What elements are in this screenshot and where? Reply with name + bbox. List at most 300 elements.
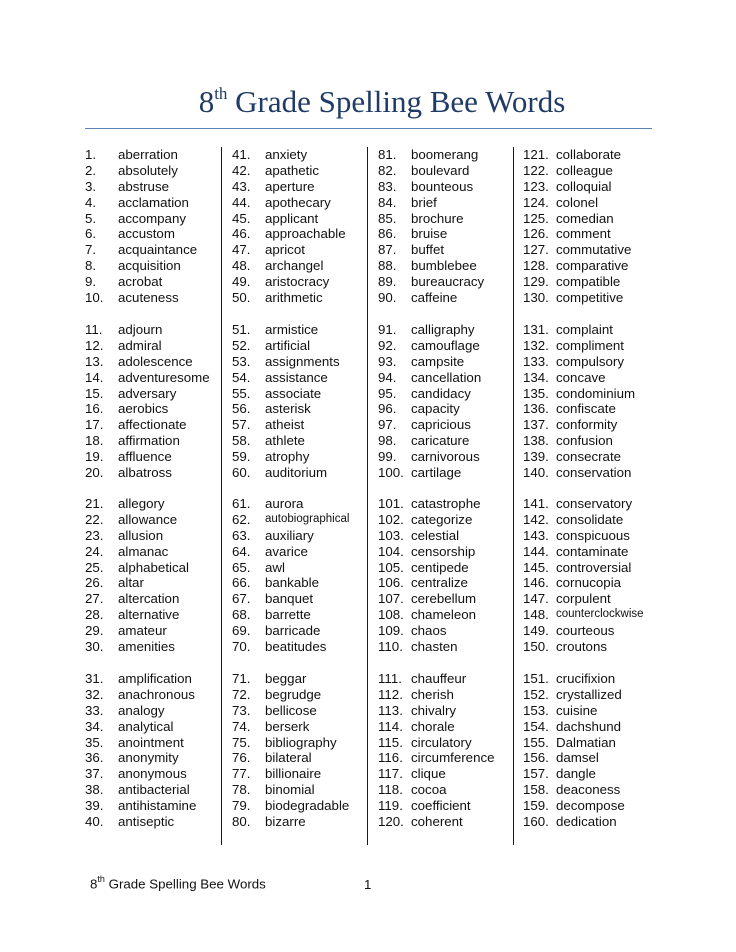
word-list-item — [514, 179, 659, 195]
word-list-item — [514, 528, 659, 544]
word-list-item — [85, 735, 221, 751]
word-text: confiscate — [556, 401, 616, 417]
word-list-item — [368, 575, 513, 591]
word-number: 103. — [378, 527, 404, 543]
word-number: 61. — [232, 496, 251, 511]
word-number: 24. — [85, 543, 104, 559]
word-list-item — [514, 322, 659, 338]
word-text: apathetic — [265, 162, 319, 178]
word-text: consecrate — [556, 449, 622, 465]
word-number: 85. — [378, 210, 397, 226]
word-text: cocoa — [411, 782, 447, 798]
word-text: amateur — [118, 623, 167, 639]
word-text: accustom — [118, 226, 175, 242]
word-number: 34. — [85, 718, 104, 734]
word-text: chasten — [411, 639, 458, 655]
word-text: corpulent — [556, 591, 611, 607]
word-list-item — [514, 433, 659, 449]
word-number: 50. — [232, 290, 251, 306]
word-list-item — [85, 179, 221, 195]
word-list-item — [368, 354, 513, 370]
word-number: 108. — [378, 607, 404, 623]
word-number: 159. — [523, 798, 549, 814]
word-number: 81. — [378, 147, 397, 162]
word-number: 97. — [378, 417, 397, 433]
word-list-item — [514, 798, 659, 814]
word-list-item — [368, 719, 513, 735]
word-number: 122. — [523, 162, 549, 178]
word-list-item — [222, 766, 367, 782]
word-list-item — [85, 401, 221, 417]
word-text: chaos — [411, 623, 447, 639]
word-group — [368, 671, 513, 830]
word-text: atrophy — [265, 449, 310, 465]
word-list-item — [222, 735, 367, 751]
word-list-item — [85, 544, 221, 560]
word-text: archangel — [265, 258, 324, 274]
word-number: 92. — [378, 337, 397, 353]
word-number: 52. — [232, 337, 251, 353]
word-list-item — [222, 719, 367, 735]
word-list-item — [368, 370, 513, 386]
word-number: 86. — [378, 226, 397, 242]
word-number: 13. — [85, 353, 104, 369]
word-list-item — [514, 766, 659, 782]
word-text: assistance — [265, 369, 328, 385]
word-list-item — [514, 639, 659, 655]
word-text: censorship — [411, 543, 476, 559]
word-list-item — [368, 290, 513, 306]
word-list-item — [514, 449, 659, 465]
word-list-item — [222, 322, 367, 338]
word-number: 89. — [378, 274, 397, 290]
word-list-item — [514, 607, 659, 623]
word-list-item — [368, 814, 513, 830]
word-text: analogy — [118, 702, 165, 718]
word-number: 98. — [378, 433, 397, 449]
word-number: 23. — [85, 527, 104, 543]
word-text: bureaucracy — [411, 274, 485, 290]
word-list-item — [85, 607, 221, 623]
word-list-item — [368, 433, 513, 449]
word-number: 95. — [378, 385, 397, 401]
word-text: damsel — [556, 750, 599, 766]
word-list-item — [222, 226, 367, 242]
word-text: cornucopia — [556, 575, 622, 591]
word-list-item — [85, 290, 221, 306]
word-text: competitive — [556, 290, 624, 306]
word-number: 47. — [232, 242, 251, 258]
word-list-item — [222, 211, 367, 227]
word-number: 67. — [232, 591, 251, 607]
word-number: 125. — [523, 210, 549, 226]
word-number: 160. — [523, 814, 549, 830]
word-text: croutons — [556, 639, 607, 655]
word-list-item — [222, 179, 367, 195]
word-text: amplification — [118, 671, 192, 686]
word-number: 64. — [232, 543, 251, 559]
word-text: confusion — [556, 433, 613, 449]
word-number: 87. — [378, 242, 397, 258]
word-number: 154. — [523, 718, 549, 734]
word-text: anonymous — [118, 766, 187, 782]
word-list-item — [368, 528, 513, 544]
word-list-item — [514, 163, 659, 179]
word-number: 158. — [523, 782, 549, 798]
word-text: conspicuous — [556, 527, 630, 543]
word-text: aperture — [265, 178, 315, 194]
word-group — [222, 671, 367, 830]
word-list-item — [514, 782, 659, 798]
word-text: adjourn — [118, 322, 163, 337]
word-group — [514, 671, 659, 830]
word-number: 15. — [85, 385, 104, 401]
word-text: beatitudes — [265, 639, 327, 655]
word-number: 93. — [378, 353, 397, 369]
word-list-item — [514, 703, 659, 719]
word-text: cerebellum — [411, 591, 477, 607]
word-text: dachshund — [556, 718, 622, 734]
word-text: coherent — [411, 814, 463, 830]
word-number: 99. — [378, 449, 397, 465]
word-text: aerobics — [118, 401, 169, 417]
word-list-item — [85, 370, 221, 386]
word-text: absolutely — [118, 162, 178, 178]
word-text: comedian — [556, 210, 614, 226]
word-number: 110. — [378, 639, 403, 655]
word-text: catastrophe — [411, 496, 481, 511]
word-number: 57. — [232, 417, 251, 433]
word-number: 8. — [85, 258, 97, 274]
word-list-item — [514, 226, 659, 242]
word-number: 115. — [378, 734, 403, 750]
word-text: anxiety — [265, 147, 308, 162]
word-text: cuisine — [556, 702, 598, 718]
word-number: 102. — [378, 511, 404, 527]
word-list-item — [368, 449, 513, 465]
word-number: 66. — [232, 575, 251, 591]
word-text: aristocracy — [265, 274, 330, 290]
word-text: conservatory — [556, 496, 633, 511]
word-text: circulatory — [411, 734, 472, 750]
word-group — [514, 147, 659, 306]
word-text: celestial — [411, 527, 460, 543]
word-text: auxiliary — [265, 527, 314, 543]
word-list-item — [222, 401, 367, 417]
word-number: 94. — [378, 369, 397, 385]
word-list-item — [222, 575, 367, 591]
word-number: 1. — [85, 147, 97, 162]
word-text: autobiographical — [265, 512, 350, 525]
word-number: 41. — [232, 147, 251, 162]
word-list-item — [368, 226, 513, 242]
word-number: 79. — [232, 798, 251, 814]
word-text: atheist — [265, 417, 305, 433]
word-number: 71. — [232, 671, 251, 686]
word-list-item — [514, 242, 659, 258]
word-number: 104. — [378, 543, 404, 559]
word-number: 109. — [378, 623, 404, 639]
word-list-item — [85, 465, 221, 481]
word-list-item — [222, 147, 367, 163]
word-list-item — [222, 607, 367, 623]
word-text: brochure — [411, 210, 464, 226]
word-list-item — [222, 258, 367, 274]
word-text: allowance — [118, 511, 178, 527]
word-list-item — [222, 528, 367, 544]
word-list-item — [368, 607, 513, 623]
word-number: 90. — [378, 290, 397, 306]
word-number: 16. — [85, 401, 104, 417]
word-number: 54. — [232, 369, 251, 385]
word-number: 36. — [85, 750, 104, 766]
word-list-item — [514, 591, 659, 607]
word-number: 130. — [523, 290, 549, 306]
word-list-item — [85, 274, 221, 290]
word-text: chauffeur — [411, 671, 467, 686]
word-text: billionaire — [265, 766, 322, 782]
word-number: 149. — [523, 623, 549, 639]
word-text: centipede — [411, 559, 469, 575]
word-list-item — [85, 386, 221, 402]
word-list-item — [368, 211, 513, 227]
word-list-item — [85, 195, 221, 211]
word-list-item — [368, 465, 513, 481]
word-text: altar — [118, 575, 144, 591]
word-list-item — [368, 242, 513, 258]
word-text: acrobat — [118, 274, 163, 290]
word-group — [514, 322, 659, 481]
word-text: capacity — [411, 401, 460, 417]
word-number: 113. — [378, 702, 403, 718]
word-list-item — [222, 687, 367, 703]
word-number: 117. — [378, 766, 403, 782]
word-number: 114. — [378, 718, 403, 734]
word-number: 4. — [85, 194, 97, 210]
word-text: contaminate — [556, 543, 629, 559]
word-number: 10. — [85, 290, 104, 306]
word-number: 22. — [85, 511, 104, 527]
word-number: 42. — [232, 162, 251, 178]
word-list-item — [222, 623, 367, 639]
word-text: acclamation — [118, 194, 189, 210]
word-list-item — [514, 195, 659, 211]
word-number: 78. — [232, 782, 251, 798]
word-text: aurora — [265, 496, 304, 511]
word-number: 132. — [523, 337, 549, 353]
word-list-item — [514, 338, 659, 354]
word-text: comparative — [556, 258, 629, 274]
word-list-item — [514, 386, 659, 402]
word-text: affectionate — [118, 417, 187, 433]
word-text: chorale — [411, 718, 455, 734]
word-list-item — [368, 544, 513, 560]
word-list-item — [85, 703, 221, 719]
word-text: barrette — [265, 607, 311, 623]
word-list-item — [85, 639, 221, 655]
word-number: 145. — [523, 559, 549, 575]
word-list-item — [222, 465, 367, 481]
word-list-item — [368, 782, 513, 798]
word-list-item — [85, 163, 221, 179]
word-text: boulevard — [411, 162, 470, 178]
word-list-item — [368, 163, 513, 179]
word-list-item — [368, 591, 513, 607]
word-list-item — [222, 195, 367, 211]
word-text: circumference — [411, 750, 495, 766]
word-text: bumblebee — [411, 258, 477, 274]
word-number: 156. — [523, 750, 549, 766]
word-list-item — [85, 814, 221, 830]
word-text: decompose — [556, 798, 625, 814]
word-number: 44. — [232, 194, 251, 210]
word-number: 75. — [232, 734, 251, 750]
word-number: 55. — [232, 385, 251, 401]
word-number: 105. — [378, 559, 404, 575]
word-list-item — [514, 544, 659, 560]
word-list-item — [85, 560, 221, 576]
word-list-item — [85, 226, 221, 242]
word-list-item — [222, 290, 367, 306]
word-text: caffeine — [411, 290, 458, 306]
word-number: 17. — [85, 417, 104, 433]
word-group — [368, 496, 513, 655]
word-list-item — [222, 639, 367, 655]
word-list-item — [85, 242, 221, 258]
word-number: 40. — [85, 814, 104, 830]
word-number: 63. — [232, 527, 251, 543]
word-text: complaint — [556, 322, 613, 337]
word-number: 147. — [523, 591, 549, 607]
word-list-item — [85, 528, 221, 544]
word-list-item — [514, 671, 659, 687]
word-number: 80. — [232, 814, 251, 830]
word-number: 131. — [523, 322, 549, 337]
word-number: 152. — [523, 686, 549, 702]
word-number: 101. — [378, 496, 404, 511]
word-text: colleague — [556, 162, 613, 178]
word-list-item — [514, 465, 659, 481]
word-group — [85, 322, 221, 481]
word-list-item — [222, 782, 367, 798]
word-list-item — [222, 703, 367, 719]
word-list-item — [368, 386, 513, 402]
word-text: courteous — [556, 623, 615, 639]
word-list-item — [222, 449, 367, 465]
word-list-item — [85, 449, 221, 465]
word-text: coefficient — [411, 798, 471, 814]
word-list-item — [222, 338, 367, 354]
word-list-item — [368, 703, 513, 719]
word-list-item — [222, 512, 367, 528]
word-list-item — [514, 290, 659, 306]
word-text: aberration — [118, 147, 178, 162]
word-text: barricade — [265, 623, 321, 639]
word-column-3 — [368, 147, 514, 845]
word-text: compliment — [556, 337, 624, 353]
word-text: auditorium — [265, 465, 328, 481]
word-number: 3. — [85, 178, 97, 194]
word-text: camouflage — [411, 337, 480, 353]
word-list-item — [222, 370, 367, 386]
word-list-item — [222, 798, 367, 814]
word-list-item — [514, 417, 659, 433]
word-text: cartilage — [411, 465, 462, 481]
word-text: brief — [411, 194, 437, 210]
word-number: 58. — [232, 433, 251, 449]
word-list-item — [85, 147, 221, 163]
word-text: carnivorous — [411, 449, 480, 465]
word-text: amenities — [118, 639, 175, 655]
word-text: anachronous — [118, 686, 195, 702]
word-text: concave — [556, 369, 606, 385]
word-list-item — [368, 623, 513, 639]
word-text: acquaintance — [118, 242, 198, 258]
word-list-item — [85, 719, 221, 735]
word-text: apricot — [265, 242, 305, 258]
word-text: categorize — [411, 511, 473, 527]
word-group — [85, 147, 221, 306]
word-text: candidacy — [411, 385, 471, 401]
word-list-item — [514, 274, 659, 290]
word-number: 119. — [378, 798, 403, 814]
word-text: assignments — [265, 353, 340, 369]
word-list-item — [368, 639, 513, 655]
word-text: cancellation — [411, 369, 482, 385]
word-text: buffet — [411, 242, 445, 258]
word-text: colonel — [556, 194, 599, 210]
word-number: 136. — [523, 401, 549, 417]
word-text: consolidate — [556, 511, 624, 527]
word-list-item — [368, 274, 513, 290]
word-number: 141. — [523, 496, 549, 511]
word-text: allegory — [118, 496, 165, 511]
word-text: admiral — [118, 337, 162, 353]
word-number: 157. — [523, 766, 549, 782]
word-group — [368, 322, 513, 481]
word-text: calligraphy — [411, 322, 475, 337]
word-list-item — [368, 766, 513, 782]
word-text: caricature — [411, 433, 470, 449]
word-text: accompany — [118, 210, 186, 226]
word-list-item — [222, 496, 367, 512]
word-column-2 — [222, 147, 368, 845]
word-list-item — [368, 735, 513, 751]
word-group — [514, 496, 659, 655]
word-list-item — [514, 560, 659, 576]
word-number: 25. — [85, 559, 104, 575]
word-text: condominium — [556, 385, 636, 401]
word-list-item — [514, 750, 659, 766]
word-text: centralize — [411, 575, 468, 591]
word-text: chivalry — [411, 702, 457, 718]
word-list-item — [514, 354, 659, 370]
word-text: anointment — [118, 734, 184, 750]
word-number: 26. — [85, 575, 104, 591]
word-group — [222, 496, 367, 655]
word-list-item — [85, 433, 221, 449]
word-text: dangle — [556, 766, 596, 782]
word-list-item — [85, 798, 221, 814]
word-number: 148. — [523, 607, 549, 623]
word-text: alternative — [118, 607, 180, 623]
word-text: deaconess — [556, 782, 621, 798]
word-number: 153. — [523, 702, 549, 718]
word-number: 111. — [378, 671, 402, 686]
word-text: collaborate — [556, 147, 622, 162]
word-text: antibacterial — [118, 782, 190, 798]
word-list-item — [368, 258, 513, 274]
